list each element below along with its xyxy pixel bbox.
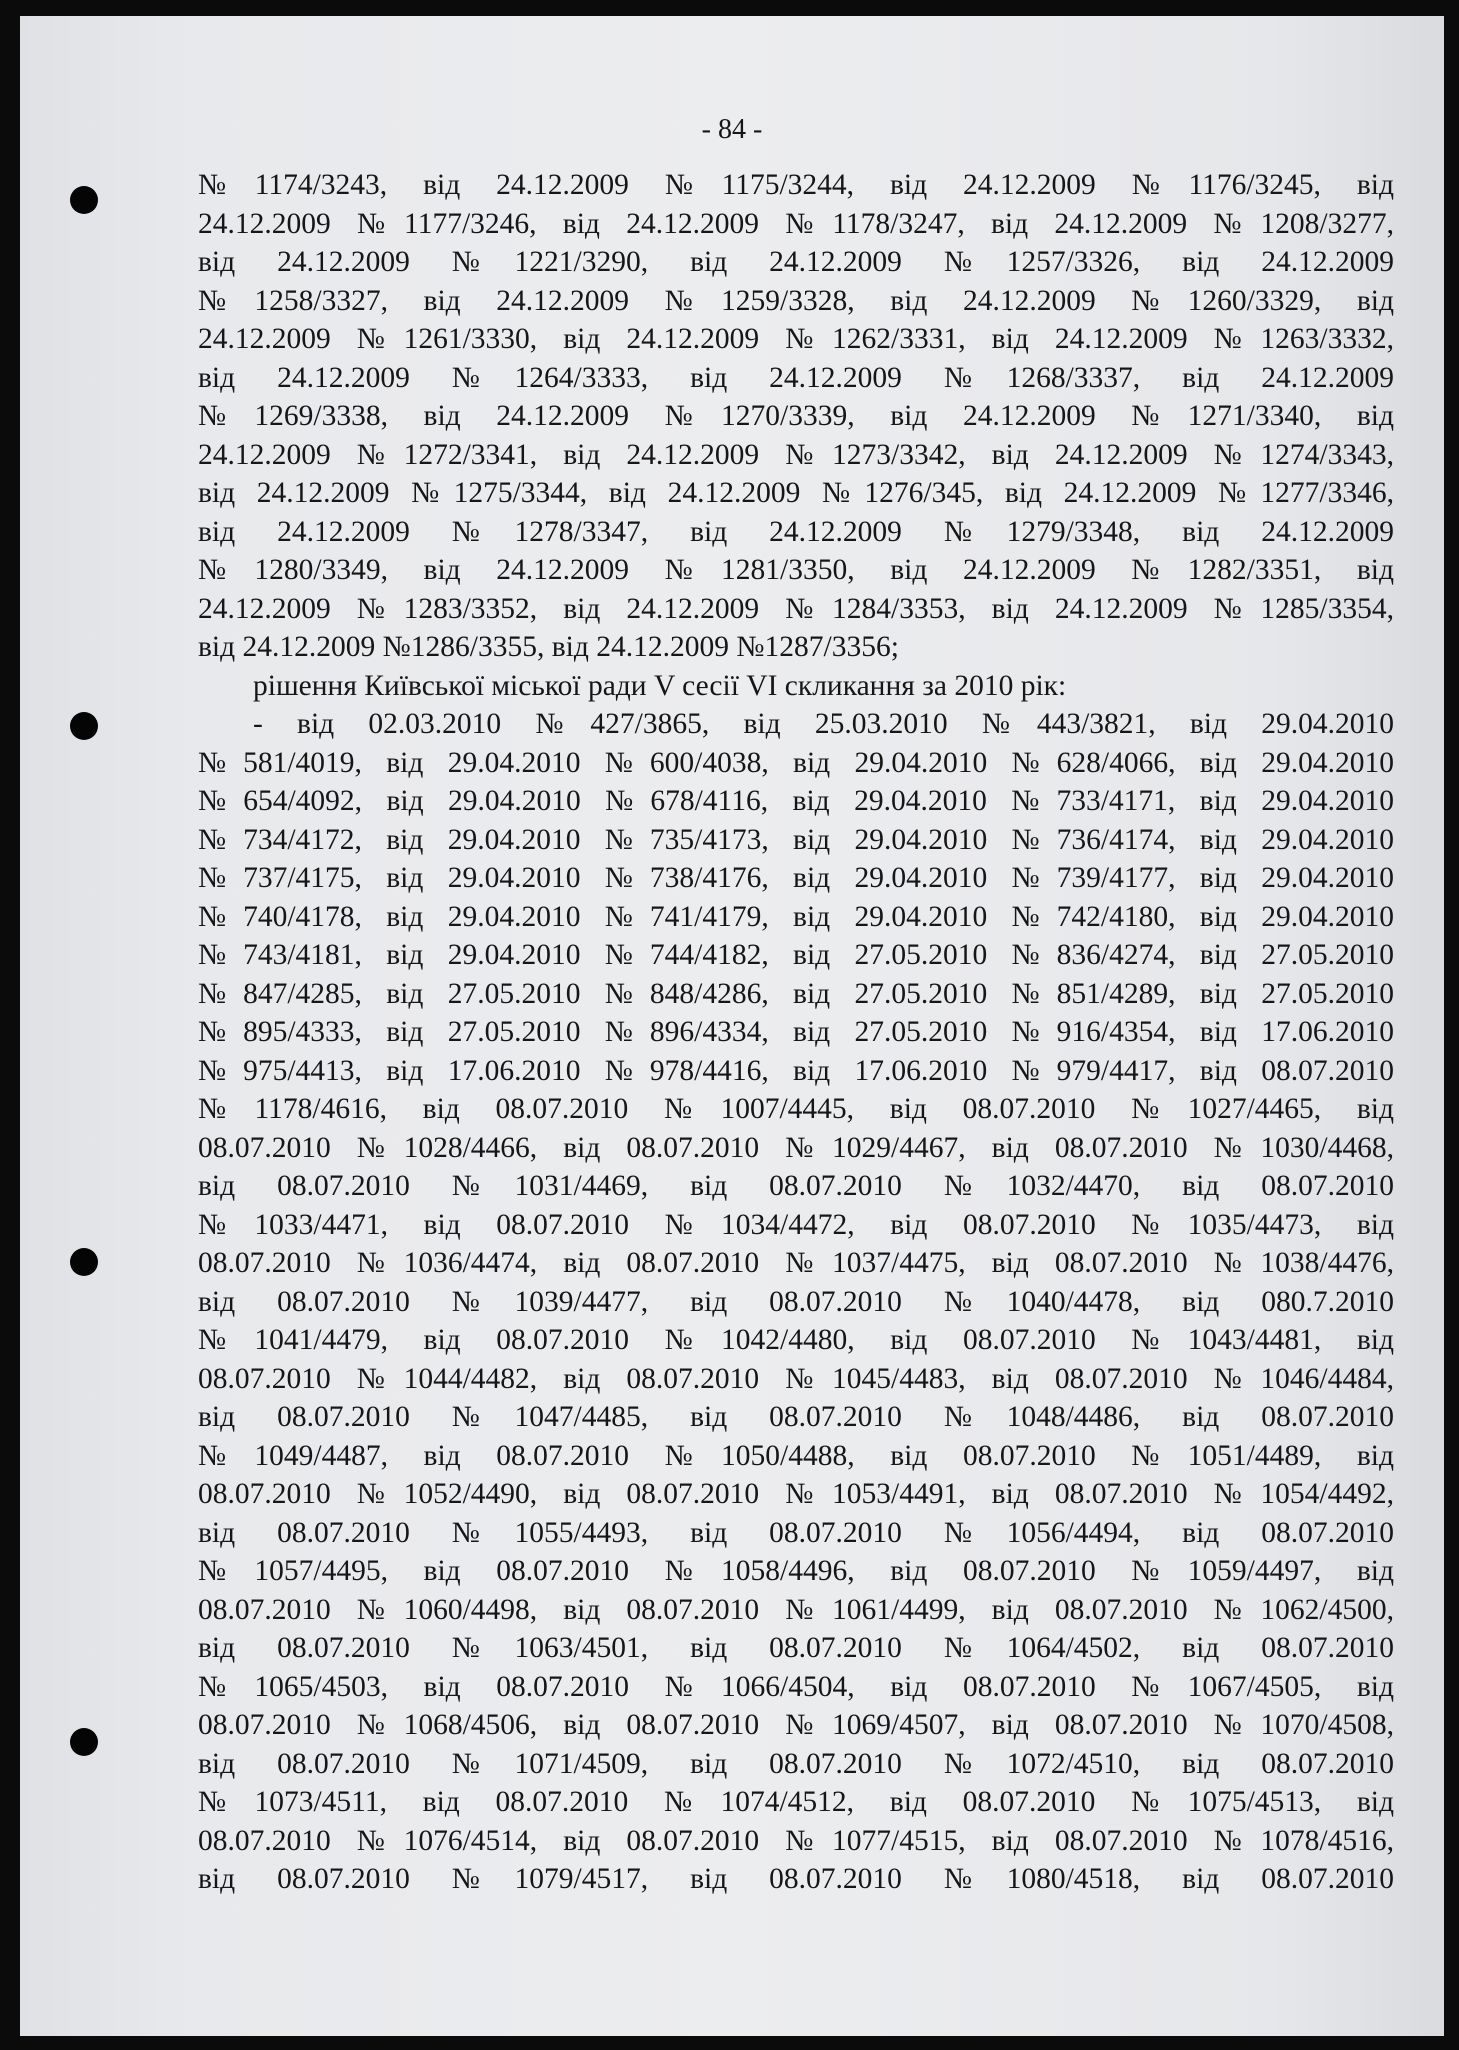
text-line: №1065/4503, від 08.07.2010 №1066/4504, від 08.07.2010 №1067/4505, від <box>198 1670 1394 1703</box>
text-line: від 24.12.2009 №1264/3333, від 24.12.2009 №1268/3337, від 24.12.2009 <box>198 361 1394 394</box>
punch-hole <box>70 1728 98 1756</box>
text-line: №1174/3243, від 24.12.2009 №1175/3244, від 24.12.2009 №1176/3245, від <box>198 169 1394 201</box>
paragraph-2009-decisions <box>198 166 1394 667</box>
text-line: №734/4172, від 29.04.2010 №735/4173, від 29.04.2010 №736/4174, від 29.04.2010 <box>198 823 1394 856</box>
text-line: від 08.07.2010 №1071/4509, від 08.07.2010 №1072/4510, від 08.07.2010 <box>198 1747 1394 1780</box>
text-line: №1041/4479, від 08.07.2010 №1042/4480, від 08.07.2010 №1043/4481, від <box>198 1324 1394 1356</box>
text-line: 08.07.2010 №1076/4514, від 08.07.2010 №1077/4515, від 08.07.2010 №1078/4516, <box>198 1824 1394 1857</box>
text-line: №1178/4616, від 08.07.2010 №1007/4445, від 08.07.2010 №1027/4465, від <box>198 1093 1394 1125</box>
text-line: №1258/3327, від 24.12.2009 №1259/3328, від 24.12.2009 №1260/3329, від <box>198 284 1394 317</box>
section-heading-2010: рішення Київської міської ради V сесії VI скликання за 2010 рік: <box>253 669 1067 702</box>
text-line: №847/4285, від 27.05.2010 №848/4286, від 27.05.2010 №851/4289, від 27.05.2010 <box>198 977 1394 1010</box>
page-number: - 84 - <box>701 114 763 145</box>
text-line: від 24.12.2009 №1278/3347, від 24.12.2009 №1279/3348, від 24.12.2009 <box>198 515 1394 548</box>
text-line: №1049/4487, від 08.07.2010 №1050/4488, від 08.07.2010 №1051/4489, від <box>198 1439 1394 1472</box>
text-line: 08.07.2010 №1060/4498, від 08.07.2010 №1061/4499, від 08.07.2010 №1062/4500, <box>198 1593 1394 1626</box>
text-line: №895/4333, від 27.05.2010 №896/4334, від 27.05.2010 №916/4354, від 17.06.2010 <box>198 1016 1394 1048</box>
text-line: 08.07.2010 №1028/4466, від 08.07.2010 №1029/4467, від 08.07.2010 №1030/4468, <box>198 1131 1394 1164</box>
text-line: №743/4181, від 29.04.2010 №744/4182, від 27.05.2010 №836/4274, від 27.05.2010 <box>198 939 1394 971</box>
text-line: №654/4092, від 29.04.2010 №678/4116, від 29.04.2010 №733/4171, від 29.04.2010 <box>198 785 1394 817</box>
text-line: №975/4413, від 17.06.2010 №978/4416, від 17.06.2010 №979/4417, від 08.07.2010 <box>198 1054 1394 1087</box>
text-line: від 08.07.2010 №1063/4501, від 08.07.2010 №1064/4502, від 08.07.2010 <box>198 1632 1394 1664</box>
text-line: від 08.07.2010 №1055/4493, від 08.07.2010 №1056/4494, від 08.07.2010 <box>198 1516 1394 1549</box>
text-line: 24.12.2009 №1272/3341, від 24.12.2009 №1273/3342, від 24.12.2009 №1274/3343, <box>198 438 1394 471</box>
text-line: №737/4175, від 29.04.2010 №738/4176, від 29.04.2010 №739/4177, від 29.04.2010 <box>198 862 1394 894</box>
text-line: від 08.07.2010 №1079/4517, від 08.07.2010 №1080/4518, від 08.07.2010 <box>198 1863 1394 1895</box>
text-line: 24.12.2009 №1177/3246, від 24.12.2009 №1178/3247, від 24.12.2009 №1208/3277, <box>198 207 1394 240</box>
text-line: 08.07.2010 №1036/4474, від 08.07.2010 №1037/4475, від 08.07.2010 №1038/4476, <box>198 1247 1394 1279</box>
text-line: 24.12.2009 №1261/3330, від 24.12.2009 №1262/3331, від 24.12.2009 №1263/3332, <box>198 323 1394 355</box>
document-text <box>198 166 1394 1899</box>
text-line: від 24.12.2009 №1221/3290, від 24.12.2009 №1257/3326, від 24.12.2009 <box>198 246 1394 278</box>
text-line: 08.07.2010 №1068/4506, від 08.07.2010 №1069/4507, від 08.07.2010 №1070/4508, <box>198 1709 1394 1741</box>
text-line: №1057/4495, від 08.07.2010 №1058/4496, від 08.07.2010 №1059/4497, від <box>198 1555 1394 1587</box>
text-line: №1073/4511, від 08.07.2010 №1074/4512, від 08.07.2010 №1075/4513, від <box>198 1786 1394 1818</box>
punch-hole <box>70 712 98 740</box>
text-line: №1269/3338, від 24.12.2009 №1270/3339, від 24.12.2009 №1271/3340, від <box>198 400 1394 432</box>
text-line: від 08.07.2010 №1039/4477, від 08.07.2010 №1040/4478, від 080.7.2010 <box>198 1285 1394 1318</box>
text-line: - від 02.03.2010 №427/3865, від 25.03.2010 №443/3821, від 29.04.2010 <box>253 708 1394 740</box>
text-line: 08.07.2010 №1044/4482, від 08.07.2010 №1045/4483, від 08.07.2010 №1046/4484, <box>198 1362 1394 1395</box>
text-line: від 08.07.2010 №1031/4469, від 08.07.2010 №1032/4470, від 08.07.2010 <box>198 1170 1394 1202</box>
text-line: від 24.12.2009 №1275/3344, від 24.12.2009 №1276/345, від 24.12.2009 №1277/3346, <box>198 477 1394 509</box>
text-line: №1280/3349, від 24.12.2009 №1281/3350, від 24.12.2009 №1282/3351, від <box>198 554 1394 586</box>
text-line: від 08.07.2010 №1047/4485, від 08.07.2010 №1048/4486, від 08.07.2010 <box>198 1401 1394 1433</box>
text-line: 24.12.2009 №1283/3352, від 24.12.2009 №1284/3353, від 24.12.2009 №1285/3354, <box>198 592 1394 625</box>
text-line: від 24.12.2009 №1286/3355, від 24.12.2009 №1287/3356; <box>198 631 899 663</box>
document-page <box>20 16 1444 2036</box>
paragraph-2010-decisions <box>198 705 1394 1899</box>
text-line: №1033/4471, від 08.07.2010 №1034/4472, від 08.07.2010 №1035/4473, від <box>198 1208 1394 1241</box>
text-line: 08.07.2010 №1052/4490, від 08.07.2010 №1053/4491, від 08.07.2010 №1054/4492, <box>198 1478 1394 1510</box>
text-line: №740/4178, від 29.04.2010 №741/4179, від 29.04.2010 №742/4180, від 29.04.2010 <box>198 900 1394 933</box>
text-line: №581/4019, від 29.04.2010 №600/4038, від 29.04.2010 №628/4066, від 29.04.2010 <box>198 746 1394 779</box>
punch-hole <box>70 1248 98 1276</box>
punch-hole <box>70 186 98 214</box>
